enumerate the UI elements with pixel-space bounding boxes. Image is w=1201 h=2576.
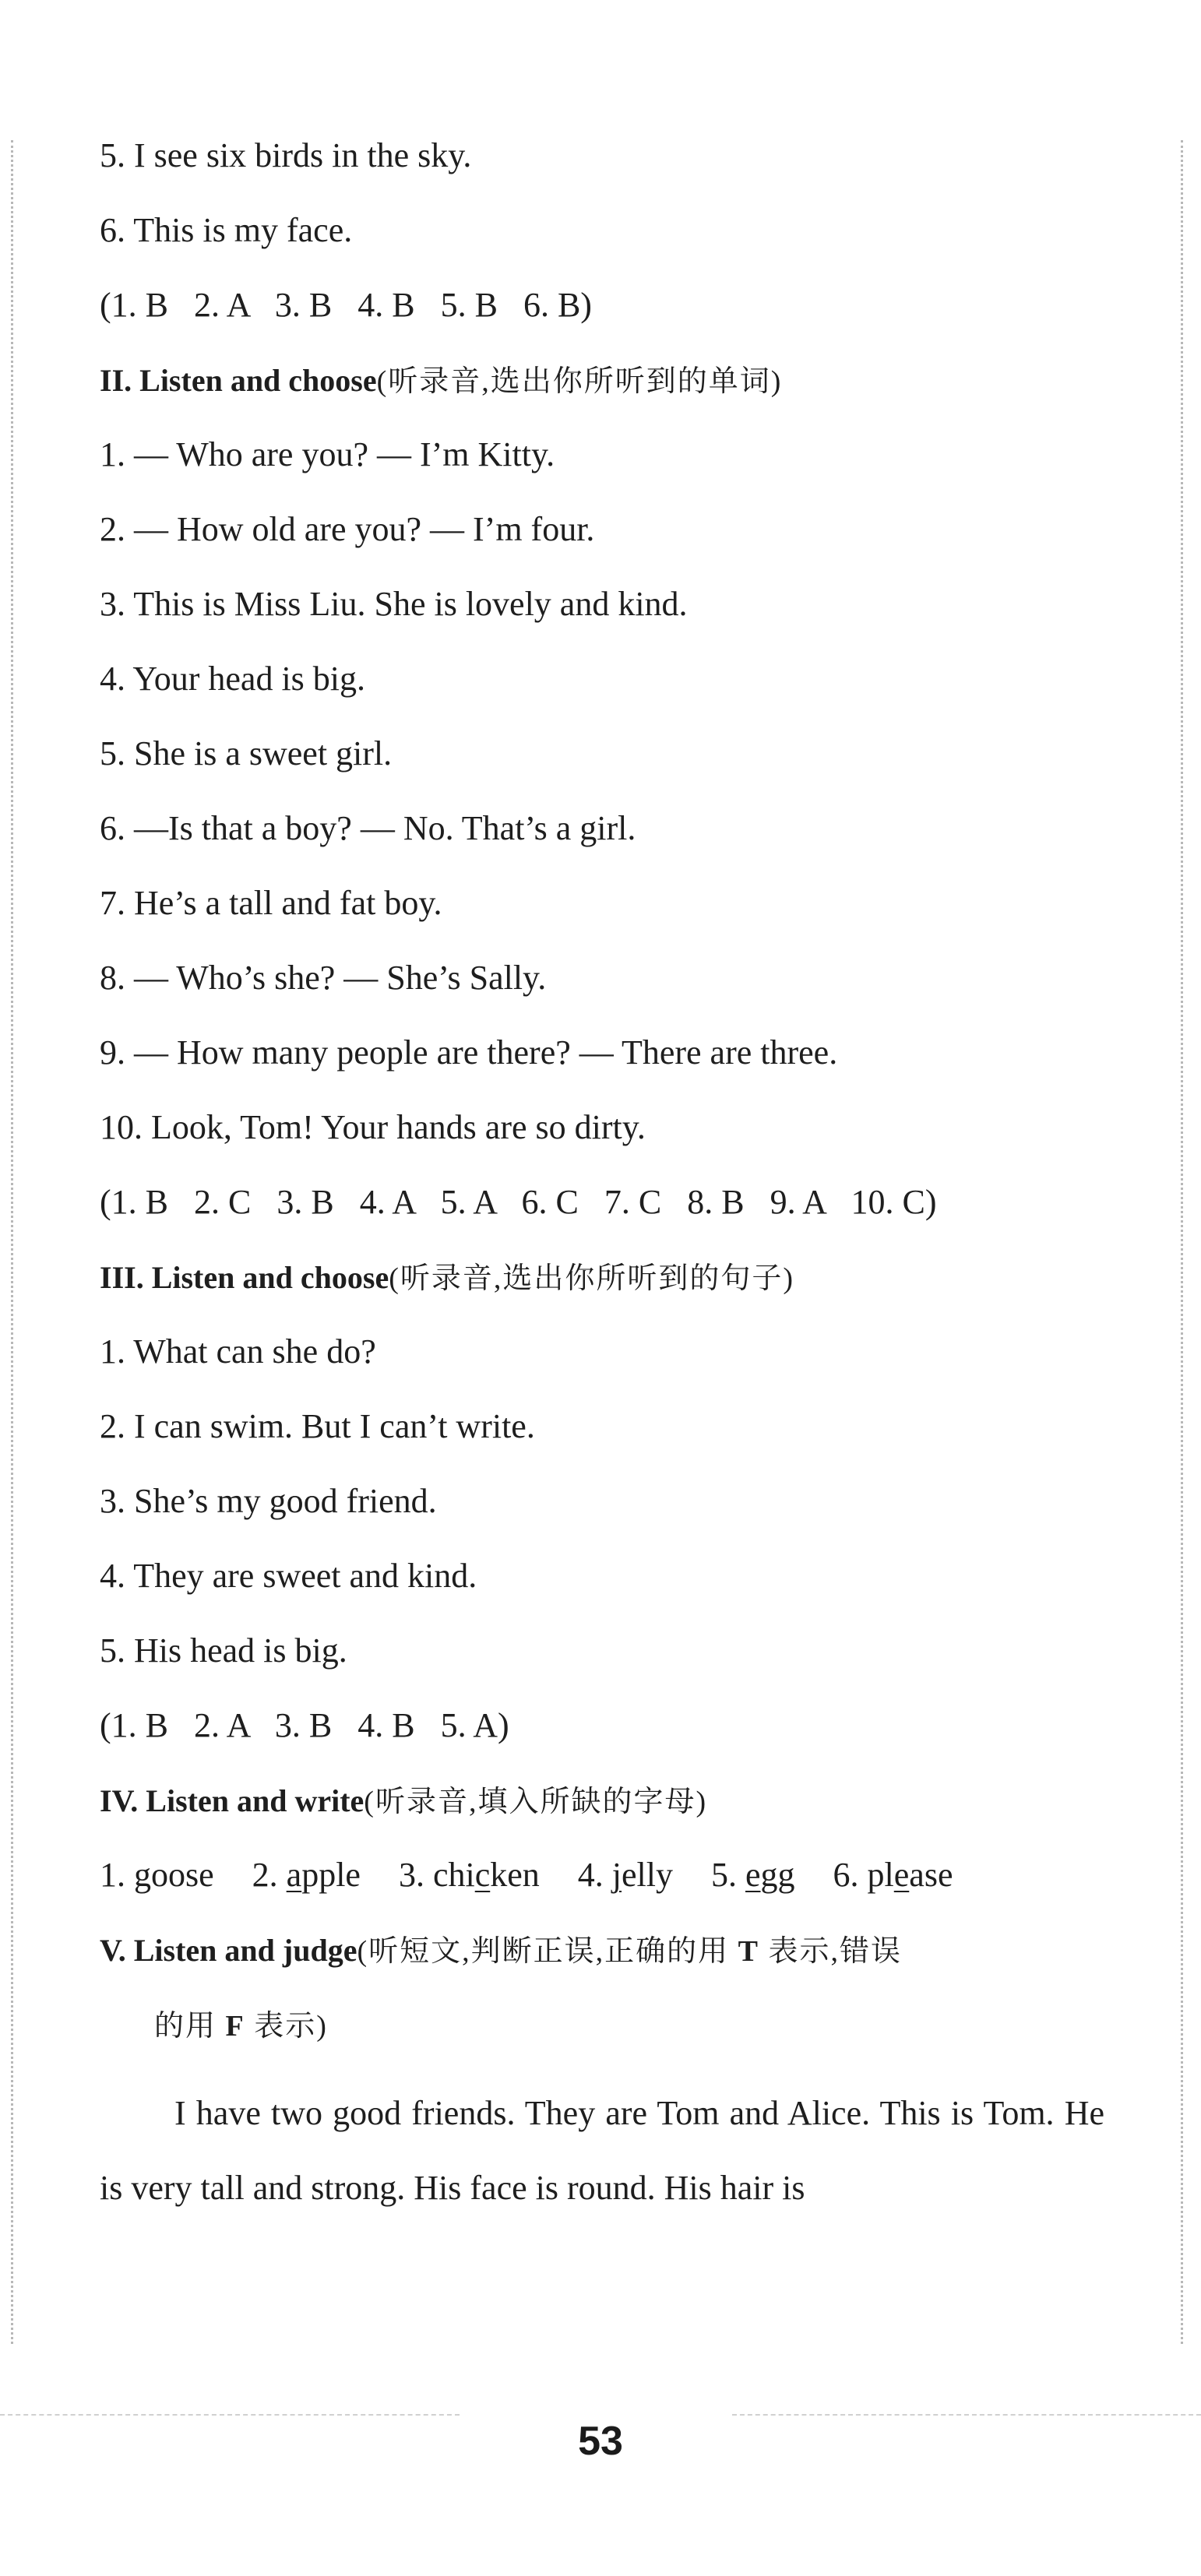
word-please: 6. please: [833, 1856, 953, 1894]
section-5-heading: V. Listen and judge(听短文,判断正误,正确的用 T 表示,错误: [100, 1933, 902, 1968]
word-chicken: 3. chicken: [398, 1856, 540, 1894]
list-item: 2. — How old are you? — I’m four.: [100, 510, 595, 548]
list-item: 9. — How many people are there? — There are three.: [100, 1033, 838, 1072]
list-item: 8. — Who’s she? — She’s Sally.: [100, 959, 547, 997]
list-item: 5. His head is big.: [100, 1631, 347, 1670]
list-item: 2. I can swim. But I can’t write.: [100, 1407, 535, 1445]
section-4-heading: [100, 1777, 707, 1825]
list-item: 3. This is Miss Liu. She is lovely and kind.: [100, 585, 688, 623]
list-item: 6. —Is that a boy? — No. That’s a girl.: [100, 809, 636, 847]
right-dotted-margin: [1181, 140, 1183, 2344]
answers-section-2: (1. B 2. C 3. B 4. A 5. A 6. C 7. C 8. B 9. A 10. C): [100, 1183, 937, 1221]
section-4-title: IV. Listen and write: [100, 1783, 365, 1818]
list-item: 1. What can she do?: [100, 1332, 376, 1371]
section-4-note: (听录音,填入所缺的字母): [364, 1786, 708, 1818]
section-3-note: (听录音,选出你所听到的句子): [389, 1262, 795, 1295]
footer-rule-right: [732, 2414, 1201, 2416]
footer-rule-left: [0, 2414, 460, 2416]
list-item: 1. — Who are you? — I’m Kitty.: [100, 435, 555, 473]
list-item: 5. She is a sweet girl.: [100, 734, 393, 772]
list-item: 7. He’s a tall and fat boy.: [100, 884, 442, 922]
sentence-6: 6. This is my face.: [100, 211, 353, 249]
list-item: 10. Look, Tom! Your hands are so dirty.: [100, 1108, 646, 1146]
section-3-heading: [100, 1254, 794, 1302]
left-dotted-margin: [11, 140, 13, 2344]
word-apple: 2. apple: [252, 1856, 361, 1894]
answers-section-3: (1. B 2. A 3. B 4. B 5. A): [100, 1706, 509, 1744]
section-2-heading: [100, 357, 782, 405]
sentence-5: 5. I see six birds in the sky.: [100, 136, 472, 174]
reading-paragraph: I have two good friends. They are Tom and Alice. This is Tom. He is very tall and strong. His face is round. His hair is: [100, 2094, 1104, 2207]
page-number: 53: [578, 2419, 623, 2464]
word-list: [100, 1852, 953, 1899]
word-egg: 5. egg: [711, 1856, 795, 1894]
list-item: 4. Your head is big.: [100, 660, 366, 698]
list-item: 3. She’s my good friend.: [100, 1482, 437, 1520]
section-5-title: V. Listen and judge: [100, 1933, 357, 1968]
word-goose: 1. goose: [100, 1856, 214, 1894]
section-2-note: (听录音,选出你所听到的单词): [376, 365, 783, 398]
list-item: 4. They are sweet and kind.: [100, 1557, 477, 1595]
section-5-heading-continued: 的用 F 表示): [154, 2010, 328, 2043]
section-3-title: III. Listen and choose: [100, 1260, 389, 1295]
word-jelly: 4. jelly: [577, 1856, 673, 1894]
answers-section-1: (1. B 2. A 3. B 4. B 5. B 6. B): [100, 286, 592, 324]
section-2-title: II. Listen and choose: [100, 363, 377, 398]
